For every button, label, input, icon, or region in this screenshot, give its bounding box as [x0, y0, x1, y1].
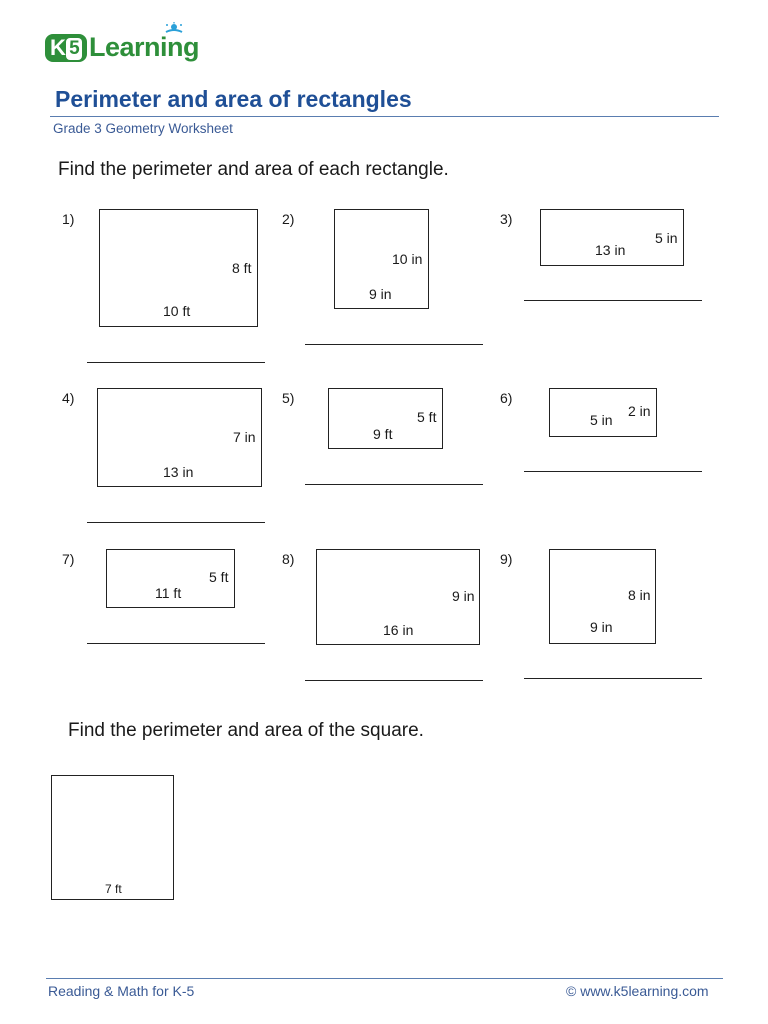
rectangle-2-width: 9 in	[369, 286, 392, 302]
rectangle-4-height: 7 in	[233, 429, 256, 445]
answer-line-7[interactable]	[87, 643, 265, 644]
rectangle-6-width: 5 in	[590, 412, 613, 428]
rectangle-7-height: 5 ft	[209, 569, 229, 585]
square-side-label: 7 ft	[105, 882, 122, 896]
answer-line-8[interactable]	[305, 680, 483, 681]
answer-line-5[interactable]	[305, 484, 483, 485]
answer-line-9[interactable]	[524, 678, 702, 679]
problem-number: 7)	[62, 551, 75, 567]
logo-text: Learning	[89, 32, 200, 62]
problem-number: 8)	[282, 551, 295, 567]
rectangle-4-width: 13 in	[163, 464, 194, 480]
rectangle-1-height: 8 ft	[232, 260, 252, 276]
rectangle-1-width: 10 ft	[163, 303, 191, 319]
k5-learning-logo	[45, 22, 205, 66]
footer-website-link[interactable]: © www.k5learning.com	[566, 983, 709, 999]
problem-number: 1)	[62, 211, 75, 227]
rectangle-5-height: 5 ft	[417, 409, 437, 425]
answer-line-2[interactable]	[305, 344, 483, 345]
logo-figure-icon	[163, 22, 185, 42]
rectangle-8-height: 9 in	[452, 588, 475, 604]
section2-instruction: Find the perimeter and area of the square.	[68, 720, 424, 741]
section1-instruction: Find the perimeter and area of each rectangle.	[58, 159, 449, 180]
header-divider	[50, 116, 719, 117]
rectangle-9-height: 8 in	[628, 587, 651, 603]
rectangle-7-width: 11 ft	[155, 585, 182, 601]
problem-number: 3)	[500, 211, 513, 227]
footer-tagline: Reading & Math for K-5	[48, 983, 195, 999]
rectangle-3-height: 5 in	[655, 230, 678, 246]
problem-number: 9)	[500, 551, 513, 567]
answer-line-1[interactable]	[87, 362, 265, 363]
rectangle-6-height: 2 in	[628, 403, 651, 419]
answer-line-4[interactable]	[87, 522, 265, 523]
answer-line-6[interactable]	[524, 471, 702, 472]
rectangle-3-width: 13 in	[595, 242, 626, 258]
logo-k5-badge: K 5	[45, 34, 87, 62]
footer-divider	[46, 978, 723, 979]
problem-number: 4)	[62, 390, 75, 406]
problem-number: 5)	[282, 390, 295, 406]
problem-number: 6)	[500, 390, 513, 406]
problem-number: 2)	[282, 211, 295, 227]
rectangle-5-width: 9 ft	[373, 426, 393, 442]
page-subtitle: Grade 3 Geometry Worksheet	[53, 121, 233, 136]
page-title: Perimeter and area of rectangles	[55, 86, 412, 112]
answer-line-3[interactable]	[524, 300, 702, 301]
rectangle-9-width: 9 in	[590, 619, 613, 635]
rectangle-8-width: 16 in	[383, 622, 414, 638]
rectangle-2-height: 10 in	[392, 251, 423, 267]
